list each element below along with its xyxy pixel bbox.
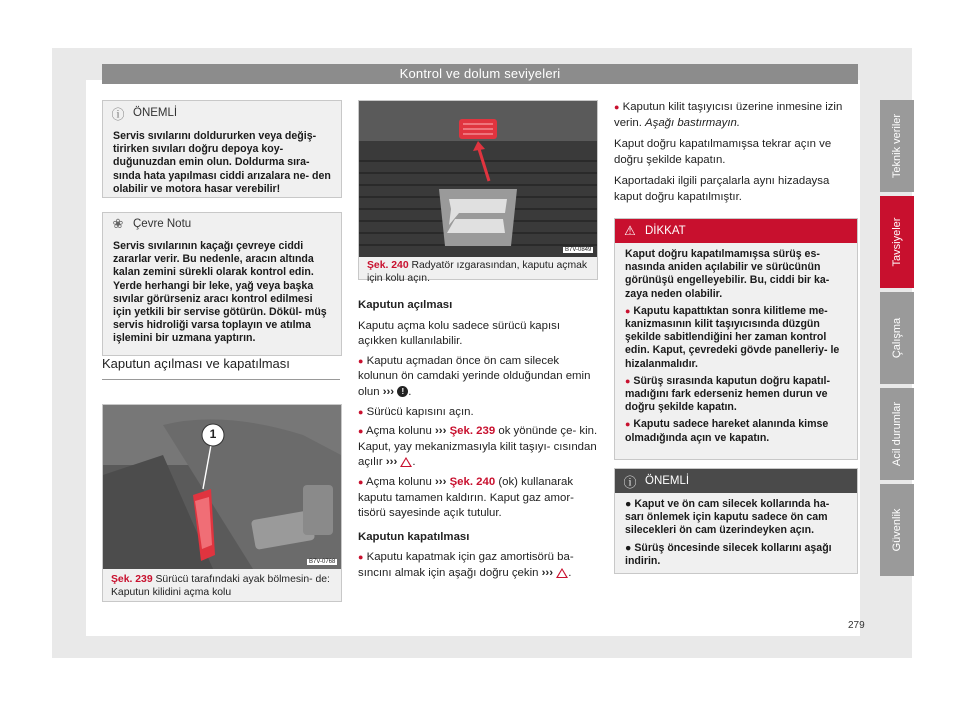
info-circle-icon: ⓘ	[623, 474, 637, 490]
notice-title: ÖNEMLİ	[133, 107, 178, 119]
figure-link[interactable]: Şek. 239	[449, 425, 496, 438]
warning-item	[625, 375, 847, 415]
figure-240-image	[359, 101, 597, 257]
tab-calisma[interactable]: Çalışma	[880, 292, 914, 384]
warning-triangle-icon	[400, 457, 412, 467]
environment-note-header	[103, 213, 341, 235]
notice-box-2	[614, 468, 858, 574]
figure-240-caption	[367, 259, 591, 285]
figure-link[interactable]: Şek. 240	[449, 475, 496, 488]
list-item: ● Kaputu kapatmak için gaz amortisörü ba- sıncını almak için aşağı doğru çekin ››› .	[358, 551, 574, 579]
figure-239-image	[103, 405, 341, 569]
paragraph: Kaput doğru kapatılmamışsa tekrar açın ve doğru şekilde kapatın.	[614, 138, 832, 166]
list-item	[614, 100, 858, 131]
notice-title-2: ÖNEMLİ	[645, 475, 690, 487]
list-item-text: Kaputu kapatmak için gaz amortisörü ba- sıncını almak için aşağı doğru çekin	[358, 551, 574, 579]
reference-arrows: ›››	[385, 456, 398, 469]
warning-box	[614, 218, 858, 460]
list-item-text: (ok) kullanarak kaputu tamamen kaldırın. Kaput gaz amor- tisörü sayesinde açık tutulur.	[358, 475, 574, 520]
tab-tavsiyeler[interactable]: Tavsiyeler	[880, 196, 914, 288]
bullet-icon: ●	[614, 102, 620, 112]
bullet-icon: ●	[625, 305, 631, 316]
warning-title: DİKKAT	[645, 225, 686, 237]
open-heading: Kaputun açılması	[358, 299, 453, 311]
notice-body: Servis sıvılarını doldururken veya değiş- tirirken sıvıları doğru depoya koy- duğunuzdan emin olun. Doldurma sıra- sında hata yapılması ciddi arızalara ne- den olabilir ve motora hasar verebilir!	[113, 130, 331, 195]
notice-item-text: Kaput ve ön cam silecek kollarında ha- sarı önlemek için kaputu sadece ön cam silecekleri ön cam üzerindeyken açın.	[625, 498, 830, 537]
open-intro: Kaputu açma kolu sadece sürücü kapısı açıkken kullanılabilir.	[358, 319, 560, 348]
warning-intro: Kaput doğru kapatılmamışsa sürüş es- nasında aniden açılabilir ve sürücünün görünüşü engelleyebilir. Bu, ciddi bir ka- zaya neden olabilir.	[625, 248, 830, 300]
warning-header	[615, 219, 857, 243]
bullet-icon: ●	[358, 476, 364, 487]
info-circle-icon: ⓘ	[111, 106, 125, 122]
list-item-text: ok yönünde çe- kin. Kaput, yay mekanizmasıyla kilit taşıyı- cısından açılır	[358, 425, 598, 469]
right-column	[614, 100, 858, 210]
warning-item	[625, 418, 847, 444]
close-heading: Kaputun kapatılması	[358, 530, 470, 543]
bullet-icon: ●	[358, 552, 364, 563]
notice-item	[625, 542, 847, 568]
list-item-text: Açma kolunu	[365, 425, 432, 438]
environment-note-body: Servis sıvılarının kaçağı çevreye ciddi zararlar verir. Bu nedenle, aracın altında kalan zemini sürekli olarak kontrol edin. Yerde herhangi bir leke, yağ veya başka sıvılar görürseniz aracı kontrol edilmesi için yetkili bir servise götürün. Dökül- müş servis hidroliği varsa toplayın ve atılma işlemini bir uzmana yaptırın.	[113, 240, 327, 345]
bullet-icon: ●	[625, 498, 632, 510]
page-header: Kontrol ve dolum seviyeleri	[102, 64, 858, 84]
bullet-icon: ●	[358, 406, 364, 417]
notice-body-2	[615, 493, 857, 576]
notice-item-text: Sürüş öncesinde silecek kollarını aşağı indirin.	[625, 541, 832, 567]
figure-240-code: B7V-0849	[565, 247, 592, 253]
warning-triangle-icon: ⚠	[624, 223, 636, 238]
page-number: 279	[848, 620, 865, 631]
warning-triangle-icon	[556, 568, 568, 578]
leaf-icon: ❀	[112, 216, 124, 231]
bullet-icon: ●	[358, 355, 364, 366]
notice-header	[103, 101, 341, 125]
warning-item-text: Kaputu kapattıktan sonra kilitleme me- kanizmasının kilit taşıyıcısında düzgün şekilde sabitlendiğini her zaman kontrol edin. Kaput, çevredeki gövde panelleriy- le hizalanmalıdır.	[625, 304, 840, 370]
bullet-icon: ●	[625, 541, 632, 554]
list-item-emphasis: Aşağı bastırmayın.	[645, 116, 740, 129]
tab-guvenlik[interactable]: Güvenlik	[880, 484, 914, 576]
figure-239	[102, 404, 342, 602]
list-item-text: Kaputun kilit taşıyıcısı üzerine inmesine izin verin.	[614, 101, 843, 129]
environment-note-box	[102, 212, 342, 356]
notice-item	[625, 498, 847, 538]
figure-239-callout: 1	[209, 427, 217, 441]
reference-arrows: ›››	[435, 475, 447, 488]
figure-240-ref: Şek. 240	[367, 260, 409, 271]
bullet-icon: ●	[358, 426, 364, 437]
reference-arrows: ›››	[541, 566, 554, 579]
warning-item-text: Kaputu sadece hareket alanında kimse olmadığında açın ve kapatın.	[625, 418, 829, 444]
bullet-icon: ●	[625, 419, 631, 430]
section-title: Kaputun açılması ve kapatılması	[102, 356, 340, 380]
warning-body	[615, 243, 857, 453]
figure-240-caption-text: Radyatör ızgarasından, kaputu açmak için kolu açın.	[367, 260, 588, 284]
list-item: ● Açma kolunu ››› Şek. 239 ok yönünde çe- kin. Kaput, yay mekanizmasıyla kilit taşıyı- cısından açılır ››› .	[358, 425, 598, 469]
list-item	[358, 405, 598, 421]
figure-239-ref: Şek. 239	[111, 574, 153, 585]
figure-239-code: B7V-0768	[309, 559, 336, 565]
reference-arrows: ›››	[382, 385, 395, 398]
list-item-text: Açma kolunu	[365, 475, 432, 488]
middle-column	[358, 298, 598, 586]
tab-acil-durumlar[interactable]: Acil durumlar	[880, 388, 914, 480]
list-item	[358, 475, 598, 522]
environment-note-title: Çevre Notu	[133, 218, 192, 230]
notice-box	[102, 100, 342, 198]
list-item: ● Kaputu açmadan önce ön cam silecek kolunun ön camdaki yerinde olduğundan emin olun ››› ! .	[358, 354, 591, 398]
notice-icon: !	[397, 386, 408, 397]
list-item-text: Sürücü kapısını açın.	[366, 405, 474, 418]
warning-item	[625, 305, 847, 371]
figure-239-caption	[111, 573, 335, 599]
figure-240	[358, 100, 598, 284]
bullet-icon: ●	[625, 375, 631, 386]
reference-arrows: ›››	[435, 425, 447, 438]
notice-header-2	[615, 469, 857, 493]
figure-239-caption-text: Sürücü tarafındaki ayak bölmesin- de: Kaputun kilidini açma kolu	[111, 574, 330, 598]
list-item-text: Kaputu açmadan önce ön cam silecek kolunun ön camdaki yerinde olduğundan emin olun	[358, 354, 591, 398]
warning-item-text: Sürüş sırasında kaputun doğru kapatıl- madığını fark ederseniz hemen durun ve doğru şekilde kapatın.	[625, 374, 830, 414]
paragraph: Kaportadaki ilgili parçalarla aynı hizadaysa kaput doğru kapatılmıştır.	[614, 175, 830, 203]
tab-teknik-veriler[interactable]: Teknik veriler	[880, 100, 914, 192]
